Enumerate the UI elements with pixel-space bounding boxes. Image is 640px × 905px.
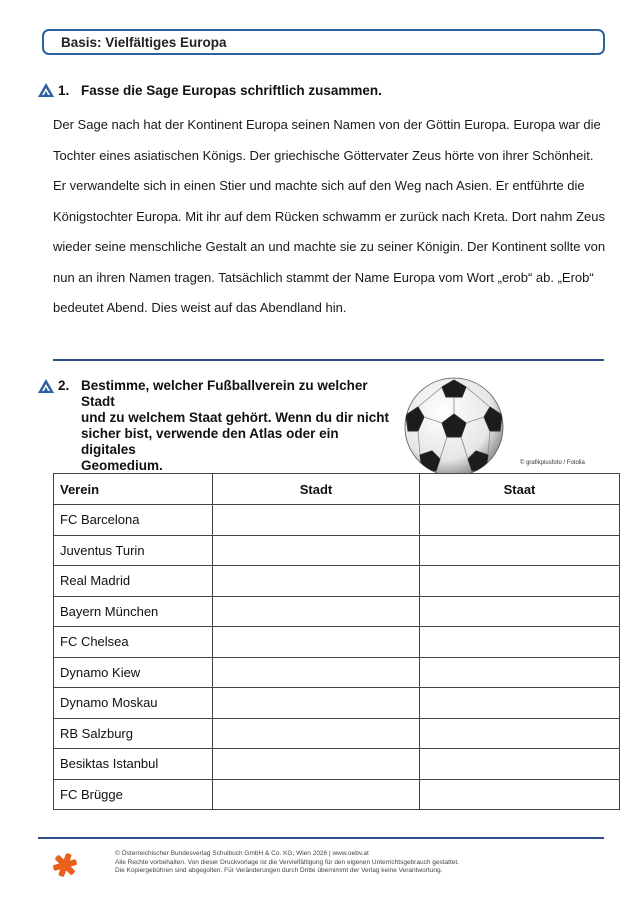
country-cell[interactable] — [420, 718, 620, 749]
table-row — [54, 596, 620, 627]
table-row — [54, 657, 620, 688]
task1-paragraph — [53, 110, 613, 324]
city-cell[interactable] — [213, 749, 420, 780]
page-title: Basis: Vielfältiges Europa — [61, 35, 227, 50]
footer-line: Alle Rechte vorbehalten. Von dieser Druckvorlage ist die Vervielfältigung für den eigenen Unterrichtsgebrauch gestattet. — [115, 858, 459, 866]
country-cell[interactable] — [420, 779, 620, 810]
publisher-logo-icon — [52, 852, 78, 878]
country-cell[interactable] — [420, 627, 620, 658]
task2-instruction — [81, 378, 396, 474]
club-name: Bayern München — [54, 596, 213, 627]
city-cell[interactable] — [213, 566, 420, 597]
footer-line: Die Kopiergebühren sind abgegolten. Für Veränderungen durch Dritte übernimmt der Verlag keine Verantwortung. — [115, 867, 443, 874]
club-name: Juventus Turin — [54, 535, 213, 566]
table-row — [54, 627, 620, 658]
column-header-stadt: Stadt — [213, 474, 420, 505]
paragraph-line: Der Sage nach hat der Kontinent Europa seinen Namen von der Göttin Europa. Europa war die — [53, 117, 601, 132]
city-cell[interactable] — [213, 535, 420, 566]
task1-number: 1. — [58, 83, 70, 98]
country-cell[interactable] — [420, 749, 620, 780]
city-cell[interactable] — [213, 596, 420, 627]
instruction-line: sicher bist, verwende den Atlas oder ein digitales — [81, 426, 339, 457]
paragraph-line: wieder seine menschliche Gestalt an und machte sie zu seiner Königin. Der Kontinent sollte von — [53, 239, 606, 254]
paragraph-line: Königstochter Europa. Mit ihr auf dem Rücken schwamm er zurück nach Kreta. Dort nahm Zeus — [53, 208, 606, 224]
club-name: FC Barcelona — [54, 505, 213, 536]
footer-divider — [38, 837, 604, 839]
country-cell[interactable] — [420, 596, 620, 627]
club-table — [53, 473, 620, 810]
country-cell[interactable] — [420, 657, 620, 688]
paragraph-line: Er verwandelte sich in einen Stier und machte sich auf den Weg nach Asien. Er entführte die — [53, 178, 585, 193]
club-name: FC Brügge — [54, 779, 213, 810]
header-box — [42, 29, 605, 55]
table-row — [54, 718, 620, 749]
club-name: FC Chelsea — [54, 627, 213, 658]
table-row — [54, 535, 620, 566]
city-cell[interactable] — [213, 505, 420, 536]
column-header-staat: Staat — [420, 474, 620, 505]
club-name: RB Salzburg — [54, 718, 213, 749]
club-name: Dynamo Kiew — [54, 657, 213, 688]
paragraph-line: nun an ihren Namen tragen. Tatsächlich stammt der Name Europa vom Wort „erob“ ab. „Erob“ — [53, 269, 594, 285]
section-divider — [53, 359, 604, 361]
table-row — [54, 779, 620, 810]
table-row — [54, 505, 620, 536]
club-name: Besiktas Istanbul — [54, 749, 213, 780]
city-cell[interactable] — [213, 657, 420, 688]
city-cell[interactable] — [213, 627, 420, 658]
table-row — [54, 688, 620, 719]
table-row — [54, 566, 620, 597]
club-name: Dynamo Moskau — [54, 688, 213, 719]
city-cell[interactable] — [213, 688, 420, 719]
instruction-line: Geomedium. — [81, 458, 163, 473]
level-triangle-icon — [38, 379, 54, 393]
country-cell[interactable] — [420, 566, 620, 597]
club-name: Real Madrid — [54, 566, 213, 597]
task1-title: Fasse die Sage Europas schriftlich zusammen. — [81, 83, 382, 98]
paragraph-line: Tochter eines asiatischen Königs. Der griechische Göttervater Zeus hörte von ihrer Schönheit. — [53, 147, 594, 163]
country-cell[interactable] — [420, 505, 620, 536]
paragraph-line: bedeutet Abend. Dies weist auf das Abendland hin. — [53, 300, 347, 315]
instruction-line: und zu welchem Staat gehört. Wenn du dir nicht — [81, 410, 390, 425]
column-header-verein: Verein — [54, 474, 213, 505]
country-cell[interactable] — [420, 688, 620, 719]
table-row — [54, 749, 620, 780]
city-cell[interactable] — [213, 718, 420, 749]
level-triangle-icon — [38, 83, 54, 97]
city-cell[interactable] — [213, 779, 420, 810]
soccer-ball-image — [404, 377, 504, 473]
instruction-line: Bestimme, welcher Fußballverein zu welcher Stadt — [81, 378, 368, 409]
footer-line: © Österreichischer Bundesverlag Schulbuch GmbH & Co. KG, Wien 2026 | www.oebv.at — [115, 850, 369, 857]
footer-copyright — [115, 850, 459, 876]
task2-number: 2. — [58, 378, 70, 393]
country-cell[interactable] — [420, 535, 620, 566]
image-credit: © grafikplusfoto / Fotolia — [520, 460, 585, 466]
table-header-row — [54, 474, 620, 505]
